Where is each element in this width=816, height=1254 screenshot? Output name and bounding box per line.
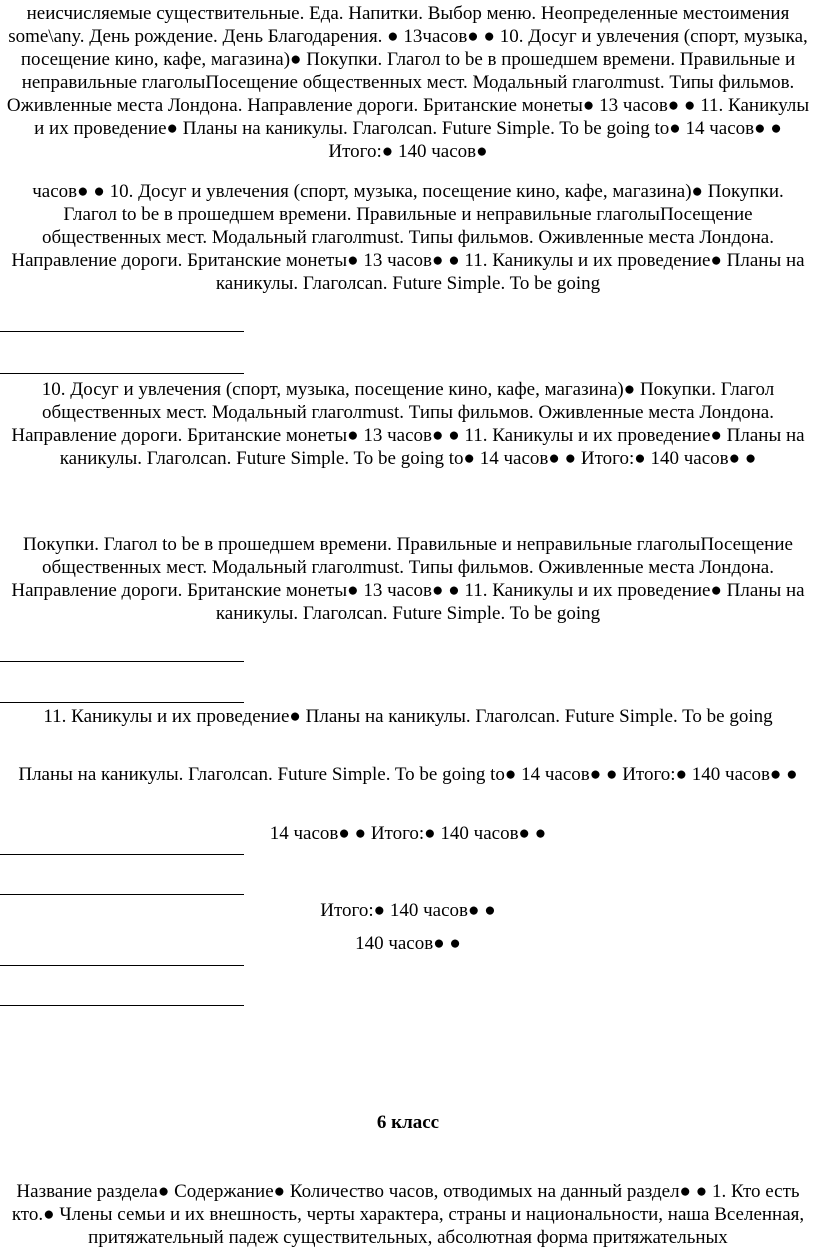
text-block-8: Итого:● 140 часов● ● [320, 900, 496, 921]
text-block-1: неисчисляемые существительные. Еда. Напитки. Выбор меню. Неопределенные местоимения some\any. День рождение. День Благодарения. ● 13часов● ● 10. Досуг и увлечения (спорт, музыка, посещение кино, кафе, магазина)● Покупки. Глагол to be в прошедшем времени. Правильные и неправильные глаголыПосещение общественных мест. Модальный глаголmust. Типы фильмов. Оживленные места Лондона. Направление дороги. Британские монеты● 13 часов● ● 11. Каникулы и их проведение● Планы на каникулы. Глаголcan. Future Simple. To be going to● 14 часов● ● Итого:● 140 часов● [6, 3, 810, 162]
text-block-2: часов● ● 10. Досуг и увлечения (спорт, музыка, посещение кино, кафе, магазина)● Покупки. Глагол to be в прошедшем времени. Правильные и неправильные глаголыПосещение общественных мест. Модальный глаголmust. Типы фильмов. Оживленные места Лондона. Направление дороги. Британские монеты● 13 часов● ● 11. Каникулы и их проведение● Планы на каникулы. Глаголcan. Future Simple. To be going [11, 181, 805, 294]
text-block-7: 14 часов● ● Итого:● 140 часов● ● [269, 823, 547, 844]
separator-line-6 [0, 894, 244, 895]
separator-line-7 [0, 965, 244, 966]
text-block-6: Планы на каникулы. Глаголcan. Future Simple. To be going to● 14 часов● ● Итого:● 140 часов● ● [18, 764, 798, 785]
footer-text-block: Название раздела● Содержание● Количество часов, отводимых на данный раздел● ● 1. Кто есть кто.● Члены семьи и их внешность, черты характера, страны и национальности, наша Вселенная, притяжательный падеж существительных, абсолютная форма притяжательных [11, 1181, 805, 1248]
text-block-3: 10. Досуг и увлечения (спорт, музыка, посещение кино, кафе, магазина)● Покупки. Глагол общественных мест. Модальный глаголmust. Типы фильмов. Оживленные места Лондона. Направление дороги. Британские монеты● 13 часов● ● 11. Каникулы и их проведение● Планы на каникулы. Глаголcan. Future Simple. To be going to● 14 часов● ● Итого:● 140 часов● ● [11, 379, 805, 469]
text-block-4: Покупки. Глагол to be в прошедшем времени. Правильные и неправильные глаголыПосещение общественных мест. Модальный глаголmust. Типы фильмов. Оживленные места Лондона. Направление дороги. Британские монеты● 13 часов● ● 11. Каникулы и их проведение● Планы на каникулы. Глаголcan. Future Simple. To be going [11, 534, 805, 624]
text-block-9: 140 часов● ● [355, 933, 461, 954]
separator-line-1 [0, 331, 244, 332]
text-block-5: 11. Каникулы и их проведение● Планы на каникулы. Глаголcan. Future Simple. To be going [43, 706, 773, 727]
section-heading: 6 класс [376, 1112, 440, 1133]
separator-line-5 [0, 854, 244, 855]
separator-line-3 [0, 661, 244, 662]
separator-line-4 [0, 702, 244, 703]
separator-line-8 [0, 1005, 244, 1006]
separator-line-2 [0, 373, 244, 374]
